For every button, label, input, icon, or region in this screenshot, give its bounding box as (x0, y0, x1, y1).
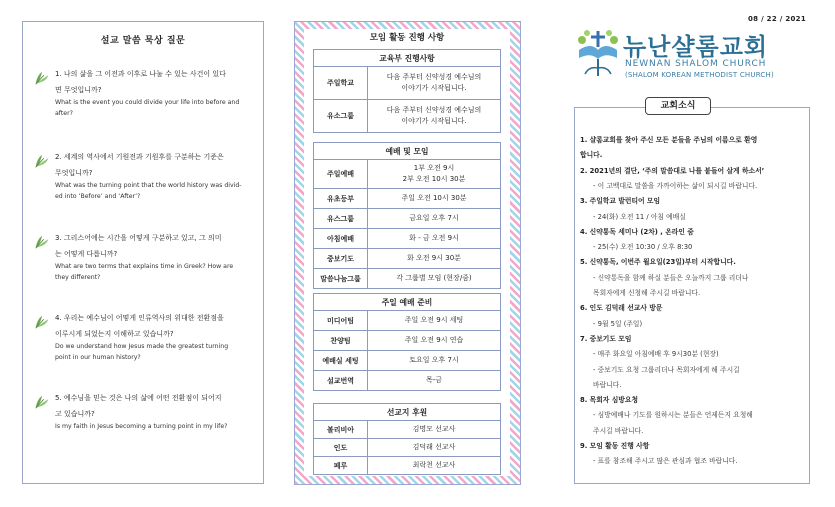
row-key: 유소그룹 (314, 100, 368, 133)
row-value: 토요일 오후 7시 (368, 351, 501, 371)
missions-header: 선교지 후원 (314, 404, 501, 421)
table-row (314, 67, 501, 100)
row-value: 각 그룹별 모임 (현장/줌) (368, 269, 501, 289)
row-key: 인도 (314, 439, 368, 457)
table-row (314, 100, 501, 133)
news-line: - 25(수) 오전 10:30 / 오후 8:30 (593, 243, 693, 252)
bulletin-date: 08 / 22 / 2021 (748, 15, 807, 23)
table-row (314, 331, 501, 351)
church-name-english: NEWNAN SHALOM CHURCH (625, 59, 767, 69)
row-key: 주일예배 (314, 160, 368, 189)
church-logo-icon (575, 28, 621, 80)
table-row (314, 229, 501, 249)
question-en: What is the event you could divide your life into before and after? (55, 99, 240, 117)
row-key: 아침예배 (314, 229, 368, 249)
row-key: 말씀나눔그룹 (314, 269, 368, 289)
news-line: - 24(화) 오전 11 / 아침 예배실 (593, 212, 686, 221)
leaf-icon (33, 151, 51, 169)
missions-table (313, 403, 501, 475)
table-row (314, 371, 501, 391)
service-prep-header: 주일 예배 준비 (314, 294, 501, 311)
table-row (314, 351, 501, 371)
news-line: 7. 중보기도 모임 (580, 334, 632, 343)
row-key: 미디어팀 (314, 311, 368, 331)
row-value: 화 오전 9시 30분 (368, 249, 501, 269)
news-line: 2. 2021년의 결단, ‘주의 말씀대로 나를 붙들어 살게 하소서’ (580, 166, 765, 175)
church-name-korean: 뉴난샬롬교회 (623, 33, 769, 61)
row-value: 다음 주부터 신약성경 예수님의 이야기가 시작됩니다. (368, 67, 501, 100)
table-row (314, 457, 501, 475)
education-table (313, 49, 501, 133)
row-key: 유초등부 (314, 189, 368, 209)
row-value: 주일 오전 9시 연습 (368, 331, 501, 351)
news-line: - 신약통독을 함께 하실 분들은 오늘까지 그룹 리더나 (593, 273, 749, 282)
row-key: 찬양팀 (314, 331, 368, 351)
leaf-icon (33, 392, 51, 410)
row-value: 주일 오전 10시 30분 (368, 189, 501, 209)
row-value: 1부 오전 9시 2부 오전 10시 30분 (368, 160, 501, 189)
meditation-questions-panel (22, 21, 264, 484)
question-en: What was the turning point that the world history was divid- ed into ‘Before’ and ‘After’? (55, 182, 242, 200)
table-row (314, 269, 501, 289)
row-value: 목-금 (368, 371, 501, 391)
question-en: What are two terms that explains time in Greek? How are they different? (55, 263, 234, 281)
leaf-icon (33, 68, 51, 86)
question-ko: 4. 우리는 예수님이 어떻게 인류역사의 위대한 전환점을 이루시게 되었는지 이해하고 있습니까? (55, 314, 224, 338)
row-value: 화 - 금 오전 9시 (368, 229, 501, 249)
leaf-icon (33, 312, 51, 330)
row-key: 페루 (314, 457, 368, 475)
worship-header: 예배 및 모임 (314, 143, 501, 160)
row-value: 김덕래 선교사 (368, 439, 501, 457)
table-row (314, 439, 501, 457)
leaf-icon (33, 232, 51, 250)
row-key: 중보기도 (314, 249, 368, 269)
table-row (314, 421, 501, 439)
news-line: - 심방예배나 기도를 원하시는 분들은 언제든지 요청해 (593, 411, 753, 420)
row-value: 최락천 선교사 (368, 457, 501, 475)
question-ko: 5. 예수님을 믿는 것은 나의 삶에 어떤 전환점이 되어지 고 있습니까? (55, 394, 222, 418)
news-line: 6. 인도 김덕래 선교사 방문 (580, 304, 663, 313)
news-line: 1. 샬롬교회를 찾아 주신 모든 분들을 주님의 이름으로 환영 (580, 136, 758, 144)
row-value: 금요일 오후 7시 (368, 209, 501, 229)
news-line: 4. 신약통독 세미나 (2차) , 온라인 줌 (580, 227, 694, 236)
row-key: 유스그룹 (314, 209, 368, 229)
news-line: - 이 고백대로 말씀을 가까이하는 삶이 되시길 바랍니다. (593, 181, 758, 190)
question-ko: 1. 나의 삶을 그 이전과 이후로 나눌 수 있는 사건이 있다 면 무엇입니까? (55, 70, 226, 94)
table-row (314, 209, 501, 229)
row-value: 김명모 선교사 (368, 421, 501, 439)
table-row (314, 249, 501, 269)
education-header: 교육부 진행사항 (314, 50, 501, 67)
row-value: 주일 오전 9시 세팅 (368, 311, 501, 331)
news-line: 3. 주일학교 발런티어 모임 (580, 197, 661, 206)
table-row (314, 160, 501, 189)
row-key: 주일학교 (314, 67, 368, 100)
row-key: 볼리비아 (314, 421, 368, 439)
question-en: Do we understand how Jesus made the greatest turning point in our human history? (55, 343, 229, 361)
questions-title: 설교 말씀 묵상 질문 (100, 36, 186, 46)
schedule-panel (294, 21, 521, 485)
news-line: 5. 신약통독, 이번주 월요일(23일)부터 시작합니다. (580, 258, 736, 267)
schedule-content (304, 29, 510, 476)
news-line: 합니다. (580, 151, 603, 160)
row-key: 설교번역 (314, 371, 368, 391)
news-line: 9. 모임 활동 진행 사항 (580, 442, 650, 450)
news-line: - 9월 5일 (주일) (593, 319, 643, 328)
church-news-panel (574, 107, 810, 484)
worship-table (313, 142, 501, 289)
table-row (314, 311, 501, 331)
table-row (314, 189, 501, 209)
row-key: 예배실 세팅 (314, 351, 368, 371)
question-en: Is my faith in Jesus becoming a turning point in my life? (55, 423, 228, 430)
church-subname-english: (SHALOM KOREAN METHODIST CHURCH) (625, 71, 774, 79)
news-line: 목회자에게 신청해 주시길 바랍니다. (593, 289, 701, 297)
news-line: 주시길 바랍니다. (593, 426, 644, 435)
service-prep-table (313, 293, 501, 391)
news-line: 바랍니다. (593, 380, 622, 389)
news-title: 교회소식 (645, 97, 711, 115)
question-ko: 3. 그리스어에는 시간을 어떻게 구분하고 있고, 그 의미 는 어떻게 다릅니까? (55, 234, 222, 258)
news-line: 8. 목회자 심방요청 (580, 396, 639, 405)
news-line: - 매주 화요일 아침예배 후 9시30분 (현장) (593, 350, 719, 359)
news-line: - 중보기도 요청 그룹리더나 목회자에게 해 주시길 (593, 365, 740, 374)
question-ko: 2. 세계의 역사에서 기원전과 기원후를 구분하는 기준은 무엇입니까? (55, 153, 224, 177)
news-line: - 표를 참조해 주시고 많은 관심과 협조 바랍니다. (593, 457, 738, 466)
row-value: 다음 주부터 신약성경 예수님의 이야기가 시작됩니다. (368, 100, 501, 133)
schedule-title: 모임 활동 진행 사항 (369, 33, 445, 43)
